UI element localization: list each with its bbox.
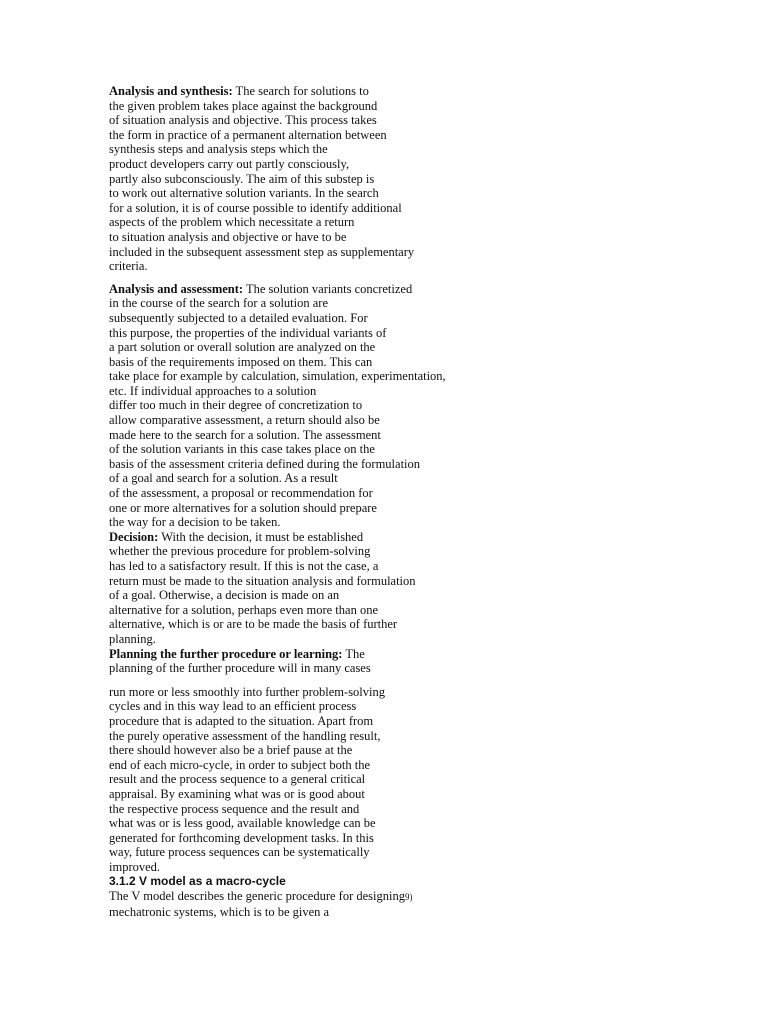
text-line: synthesis steps and analysis steps which the xyxy=(109,142,328,157)
text-line: in the course of the search for a solution are xyxy=(109,296,329,311)
paragraph-text: The solution variants concretized xyxy=(243,281,413,296)
text-line: for a solution, it is of course possible to identify additional xyxy=(109,200,402,215)
text-line: generated for forthcoming development tasks. In this xyxy=(109,830,374,845)
text-line: improved. xyxy=(109,859,161,874)
text-line: a part solution or overall solution are analyzed on the xyxy=(109,340,376,355)
text-line: this purpose, the properties of the individual variants of xyxy=(109,325,387,340)
text-line: one or more alternatives for a solution should prepare xyxy=(109,500,377,515)
text-line: to work out alternative solution variants. In the search xyxy=(109,186,379,201)
paragraph-analysis-synthesis xyxy=(109,84,509,274)
text-line: planning of the further procedure will in many cases xyxy=(109,661,371,676)
document-page xyxy=(109,84,509,919)
text-line: aspects of the problem which necessitate a return xyxy=(109,215,355,230)
paragraph-analysis-assessment xyxy=(109,282,509,530)
text-line: the respective process sequence and the result and xyxy=(109,801,360,816)
text-line: run more or less smoothly into further problem-solving xyxy=(109,684,386,699)
text-line: criteria. xyxy=(109,259,148,274)
text-line: basis of the assessment criteria defined during the formulation xyxy=(109,456,421,471)
paragraph-label: Decision: xyxy=(109,529,159,544)
text-line: of the assessment, a proposal or recommendation for xyxy=(109,486,373,501)
paragraph-text: The xyxy=(342,646,365,661)
page-break-spacer xyxy=(109,676,509,685)
text-line: planning. xyxy=(109,631,156,646)
paragraph-text: The search for solutions to xyxy=(232,84,369,98)
paragraph-decision xyxy=(109,530,509,647)
text-line: way, future process sequences can be systematically xyxy=(109,845,370,860)
text-line: of a goal. Otherwise, a decision is made on an xyxy=(109,588,340,603)
text-line: the purely operative assessment of the handling result, xyxy=(109,728,381,743)
text-line: made here to the search for a solution. The assessment xyxy=(109,427,381,442)
text-line: there should however also be a brief pause at the xyxy=(109,743,353,758)
text-line: cycles and in this way lead to an efficient process xyxy=(109,699,357,714)
text-line xyxy=(109,889,509,905)
text-line: the form in practice of a permanent alternation between xyxy=(109,127,387,142)
section-heading: 3.1.2 V model as a macro-cycle xyxy=(109,874,286,889)
text-line: mechatronic systems, which is to be given a xyxy=(109,904,330,919)
text-line: alternative, which is or are to be made the basis of further xyxy=(109,617,398,632)
text-line: procedure that is adapted to the situation. Apart from xyxy=(109,713,374,728)
text-line: etc. If individual approaches to a solution xyxy=(109,383,317,398)
text-line: of a goal and search for a solution. As a result xyxy=(109,471,338,486)
paragraph-planning xyxy=(109,647,509,676)
text-line: of the solution variants in this case takes place on the xyxy=(109,442,375,457)
paragraph-first-line xyxy=(109,282,509,297)
paragraph-spacer xyxy=(109,274,509,282)
text-line: subsequently subjected to a detailed evaluation. For xyxy=(109,310,368,325)
section-text: The V model describes the generic procedure for designing xyxy=(109,889,405,904)
text-line: included in the subsequent assessment step as supplementary xyxy=(109,244,415,259)
text-line: the given problem takes place against the background xyxy=(109,98,378,113)
paragraph-continuation xyxy=(109,685,509,875)
text-line: alternative for a solution, perhaps even more than one xyxy=(109,602,379,617)
section-3-1-2 xyxy=(109,874,509,919)
paragraph-label: Analysis and synthesis: xyxy=(109,84,233,98)
text-line: partly also subconsciously. The aim of this substep is xyxy=(109,171,375,186)
paragraph-label: Planning the further procedure or learning: xyxy=(109,646,343,661)
text-line: appraisal. By examining what was or is good about xyxy=(109,786,365,801)
footnote-reference: 9) xyxy=(404,892,413,903)
paragraph-text: With the decision, it must be established xyxy=(158,529,364,544)
text-line: allow comparative assessment, a return should also be xyxy=(109,413,380,428)
text-line: has led to a satisfactory result. If this is not the case, a xyxy=(109,559,379,573)
text-line: to situation analysis and objective or have to be xyxy=(109,229,347,244)
paragraph-first-line xyxy=(109,84,509,99)
text-line: return must be made to the situation analysis and formulation xyxy=(109,573,416,588)
text-line: result and the process sequence to a general critical xyxy=(109,772,366,787)
text-line: whether the previous procedure for problem-solving xyxy=(109,544,371,559)
paragraph-first-line xyxy=(109,530,509,545)
paragraph-first-line xyxy=(109,647,509,662)
text-line: of situation analysis and objective. This process takes xyxy=(109,113,377,128)
text-line: differ too much in their degree of concretization to xyxy=(109,398,363,413)
text-line: basis of the requirements imposed on them. This can xyxy=(109,354,373,369)
paragraph-label: Analysis and assessment: xyxy=(109,281,244,296)
text-line: take place for example by calculation, simulation, experimentation, xyxy=(109,369,446,384)
text-line: the way for a decision to be taken. xyxy=(109,515,281,530)
text-line: end of each micro-cycle, in order to subject both the xyxy=(109,757,371,772)
text-line: product developers carry out partly consciously, xyxy=(109,156,350,171)
text-line: what was or is less good, available knowledge can be xyxy=(109,816,376,831)
